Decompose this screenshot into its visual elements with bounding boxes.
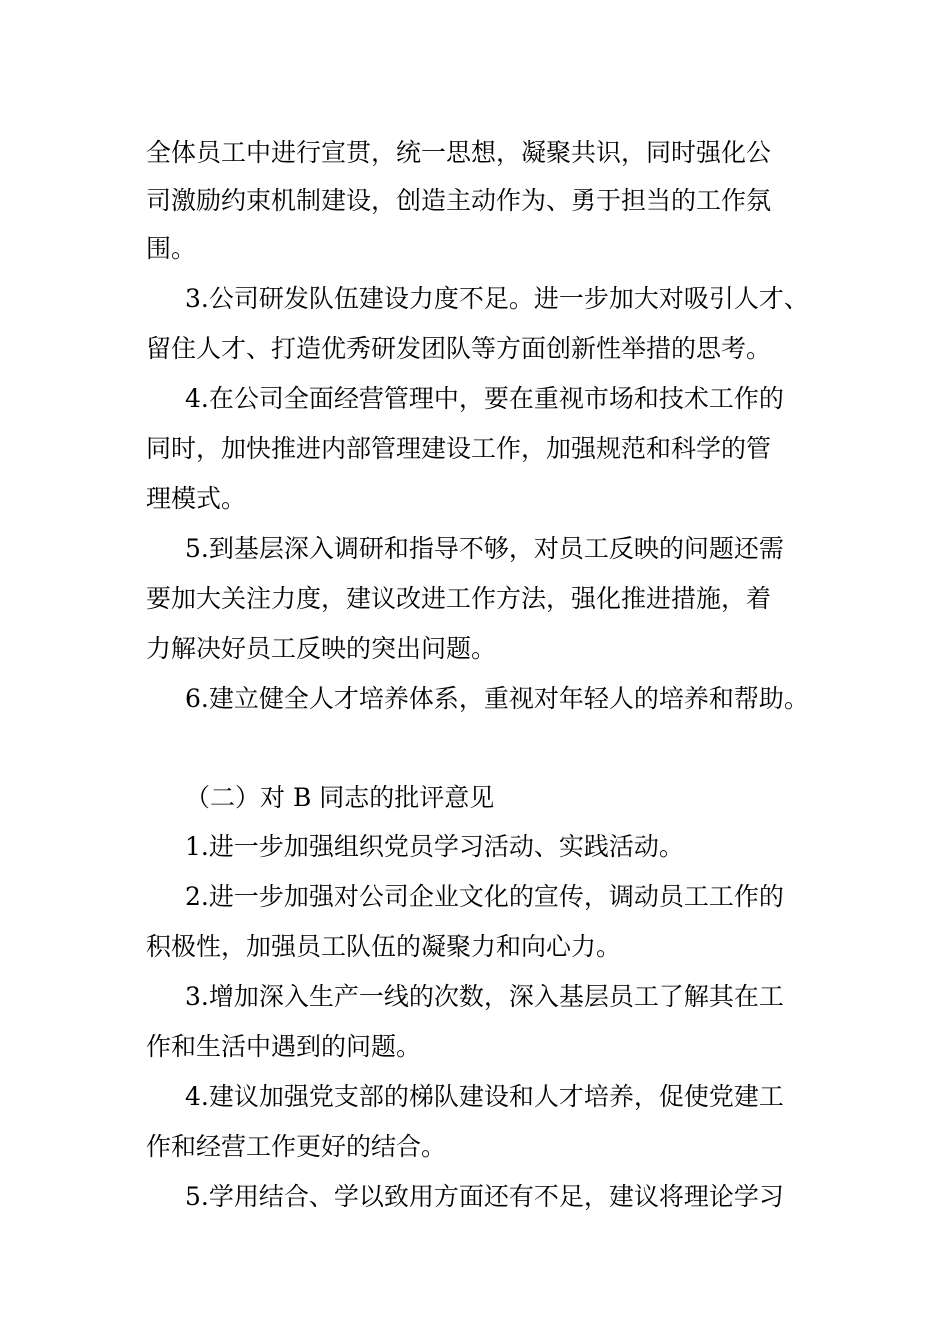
list-item-4: 4.在公司全面经营管理中，要在重视市场和技术工作的 — [185, 384, 784, 413]
list-item-6: 6.建立健全人才培养体系，重视对年轻人的培养和帮助。 — [185, 684, 809, 713]
list-item-1: 1.进一步加强组织党员学习活动、实践活动。 — [185, 832, 684, 861]
text-line: 留住人才、打造优秀研发团队等方面创新性举措的思考。 — [146, 334, 772, 363]
text-line: 作和生活中遇到的问题。 — [146, 1032, 422, 1061]
list-item-3b: 3.增加深入生产一线的次数，深入基层员工了解其在工 — [185, 982, 784, 1011]
text-line: 全体员工中进行宣贯，统一思想，凝聚共识，同时强化公 — [146, 138, 772, 167]
text-line: 理模式。 — [146, 484, 247, 513]
list-item-5: 5.到基层深入调研和指导不够，对员工反映的问题还需 — [185, 534, 784, 563]
section-heading: （二）对 B 同志的批评意见 — [185, 783, 495, 812]
text-line: 司激励约束机制建设，创造主动作为、勇于担当的工作氛 — [146, 186, 772, 215]
list-item-2: 2.进一步加强对公司企业文化的宣传，调动员工工作的 — [185, 882, 784, 911]
list-item-4b: 4.建议加强党支部的梯队建设和人才培养，促使党建工 — [185, 1082, 784, 1111]
list-item-5b: 5.学用结合、学以致用方面还有不足，建议将理论学习 — [185, 1182, 784, 1211]
text-line: 作和经营工作更好的结合。 — [146, 1132, 447, 1161]
text-line: 积极性，加强员工队伍的凝聚力和向心力。 — [146, 932, 622, 961]
list-item-3: 3.公司研发队伍建设力度不足。进一步加大对吸引人才、 — [185, 284, 809, 313]
text-line: 同时，加快推进内部管理建设工作，加强规范和科学的管 — [146, 434, 772, 463]
text-line: 要加大关注力度，建议改进工作方法，强化推进措施，着 — [146, 584, 772, 613]
text-line: 围。 — [146, 234, 197, 263]
text-line: 力解决好员工反映的突出问题。 — [146, 634, 497, 663]
